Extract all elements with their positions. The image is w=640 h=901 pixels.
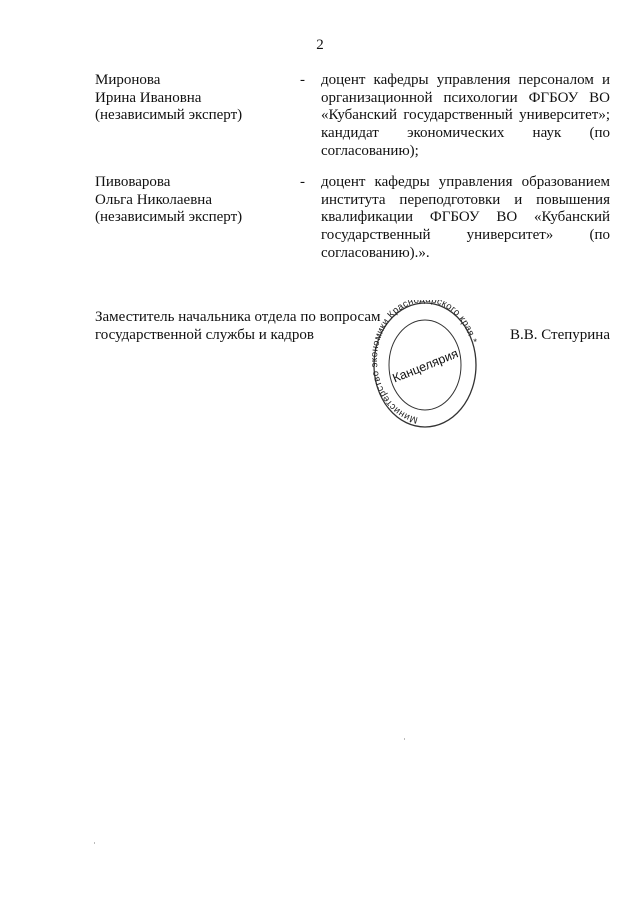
scan-speck bbox=[94, 842, 95, 844]
member-dash: - bbox=[300, 174, 305, 190]
stamp-seal-icon bbox=[372, 300, 478, 430]
member-name-block bbox=[95, 174, 295, 227]
member-description: доцент кафедры управления образованием института переподготовки и повышения квалификации ФГБОУ ВО «Кубанский государственный университет» (по согласованию).». bbox=[321, 174, 610, 261]
member-dash: - bbox=[300, 72, 305, 88]
member-entry bbox=[95, 72, 610, 162]
member-description: доцент кафедры управления персоналом и организационной психологии ФГБОУ ВО «Кубанский государственный университет»; кандидат экономических наук (по согласованию); bbox=[321, 72, 610, 159]
member-role: (независимый эксперт) bbox=[95, 107, 243, 124]
member-given-names: Ирина Ивановна bbox=[95, 89, 202, 106]
member-entry bbox=[95, 174, 610, 264]
scan-speck bbox=[404, 738, 405, 740]
member-role: (независимый эксперт) bbox=[95, 209, 243, 226]
member-given-names: Ольга Николаевна bbox=[95, 191, 212, 208]
stamp-center-text: Канцелярия bbox=[390, 346, 461, 386]
signer-name: В.В. Степурина bbox=[509, 326, 610, 343]
member-name-block bbox=[95, 72, 295, 125]
signer-position-line-2: государственной службы и кадров bbox=[95, 326, 314, 343]
member-surname: Миронова bbox=[95, 72, 161, 88]
stamp-ring-text: Министерств мики Красно рского края * bbox=[372, 300, 478, 426]
office-stamp bbox=[372, 300, 478, 430]
page-number: 2 bbox=[316, 37, 324, 53]
signature-block bbox=[95, 309, 610, 344]
signer-position-line-1: Заместитель начальника отдела по вопросам bbox=[95, 309, 381, 325]
member-surname: Пивоварова bbox=[95, 174, 171, 190]
